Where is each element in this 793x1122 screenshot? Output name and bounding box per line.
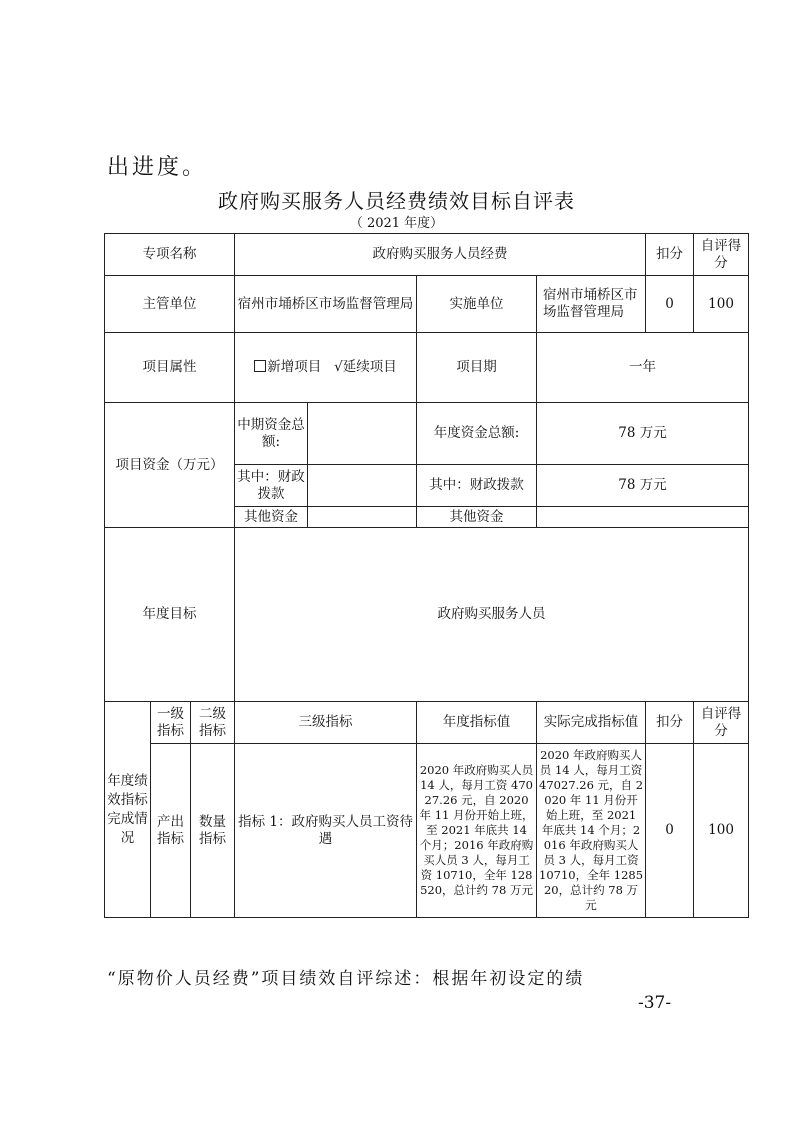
fiscal-value: 78 万元 (537, 465, 749, 507)
deduct-header: 扣分 (646, 234, 694, 276)
fiscal-value-left (308, 465, 417, 507)
indicator-level3: 指标 1：政府购买人员工资待遇 (235, 744, 417, 918)
indicator-score-header: 自评得分 (694, 702, 749, 744)
attribute-options (235, 333, 417, 403)
goal-value: 政府购买服务人员 (235, 528, 749, 702)
level2-header: 二级指标 (191, 702, 235, 744)
indicator-annual-value: 2020 年政府购买人员 14 人，每月工资 47027.26 元，自 2020 年 11 月份开始上班，至 2021 年底共 14 个月；2016 年政府购买人员 3 人，每月工资 10710，全年 128520，总计约 78 万元 (417, 744, 537, 918)
indicator-level1: 产出指标 (151, 744, 191, 918)
annual-total-value: 78 万元 (537, 403, 749, 465)
actual-value-header: 实际完成指标值 (537, 702, 646, 744)
self-score-header: 自评得分 (694, 234, 749, 276)
annual-value-header: 年度指标值 (417, 702, 537, 744)
table-year: （ 2021 年度） (349, 216, 444, 231)
project-name-value: 政府购买服务人员经费 (235, 234, 646, 276)
midterm-value (308, 403, 417, 465)
period-label: 项目期 (417, 333, 537, 403)
supervisor-value: 宿州市埇桥区市场监督管理局 (235, 276, 417, 333)
indicator-score: 100 (694, 744, 749, 918)
checkbox-icon (254, 360, 266, 372)
period-value: 一年 (537, 333, 749, 403)
other-label-left: 其他资金 (235, 507, 308, 528)
midterm-label: 中期资金总额: (235, 403, 308, 465)
page-number: -37- (638, 993, 672, 1013)
score-value: 100 (694, 276, 749, 333)
other-value-left (308, 507, 417, 528)
supervisor-label: 主管单位 (105, 276, 235, 333)
indicator-deduct: 0 (646, 744, 694, 918)
indicator-section-label: 年度绩效指标完成情况 (105, 702, 151, 918)
performance-table (104, 233, 749, 918)
summary-text: “原物价人员经费”项目绩效自评综述：根据年初设定的绩 (107, 969, 585, 989)
other-value-right (537, 507, 749, 528)
indicator-actual-value: 2020 年政府购买人员 14 人，每月工资 47027.26 元，自 2020 年 11 月份开始上班，至 2021 年底共 14 个月；2016 年政府购买人员 3 人，每月工资 10710，全年 128520，总计约 78 万元 (537, 744, 646, 918)
implementer-label: 实施单位 (417, 276, 537, 333)
other-label-right: 其他资金 (417, 507, 537, 528)
attribute-continue: √延续项目 (334, 359, 397, 375)
level3-header: 三级指标 (235, 702, 417, 744)
annual-total-label: 年度资金总额: (417, 403, 537, 465)
goal-label: 年度目标 (105, 528, 235, 702)
level1-header: 一级指标 (151, 702, 191, 744)
deduct-value: 0 (646, 276, 694, 333)
attribute-label: 项目属性 (105, 333, 235, 403)
implementer-value: 宿州市埇桥区市场监督管理局 (537, 276, 646, 333)
table-title: 政府购买服务人员经费绩效目标自评表 (218, 189, 575, 213)
fiscal-label-left: 其中：财政拨款 (235, 465, 308, 507)
lead-text: 出进度。 (107, 155, 208, 180)
funds-label: 项目资金（万元） (105, 403, 235, 528)
indicator-level2: 数量指标 (191, 744, 235, 918)
attribute-new: 新增项目 (267, 359, 322, 375)
indicator-deduct-header: 扣分 (646, 702, 694, 744)
fiscal-label-right: 其中：财政拨款 (417, 465, 537, 507)
project-name-label: 专项名称 (105, 234, 235, 276)
